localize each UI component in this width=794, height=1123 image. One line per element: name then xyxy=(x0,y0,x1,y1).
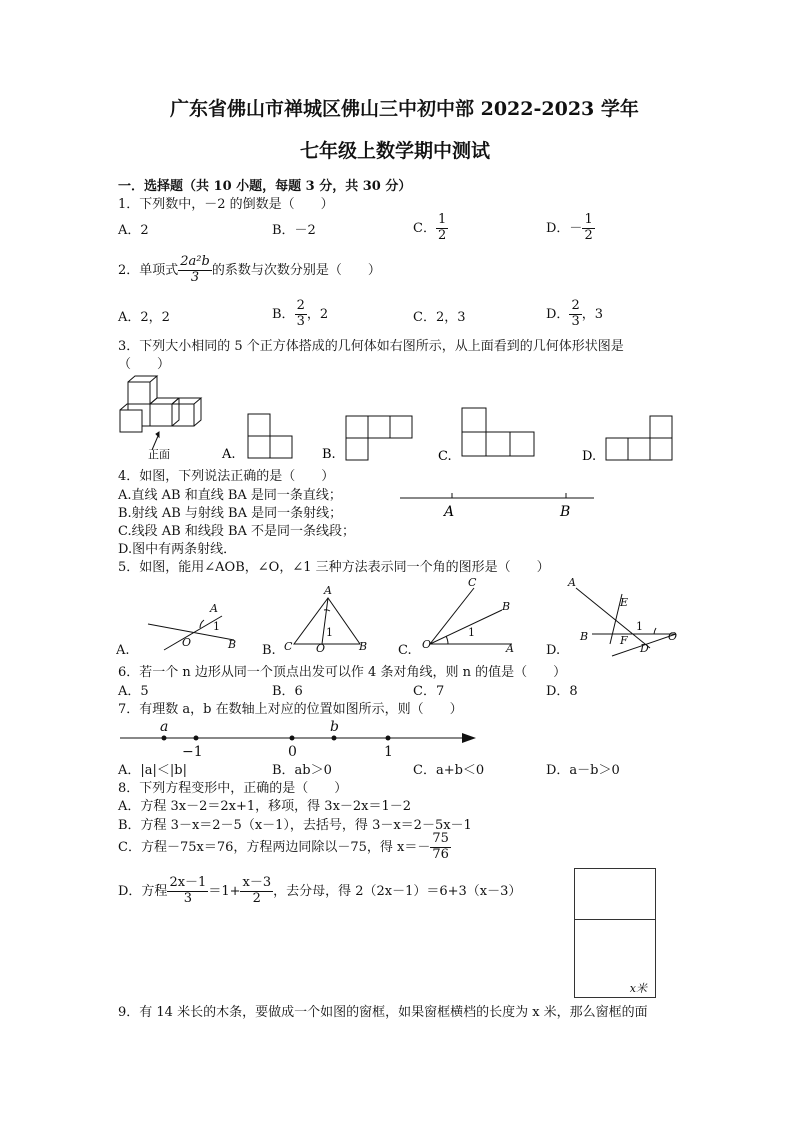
svg-text:A: A xyxy=(324,584,332,597)
q1-option-d: D．－ $\frac{1}{2}$ xyxy=(546,212,593,243)
tick-minus-1 xyxy=(194,736,199,741)
q8-option-a: A．方程 3x－2＝2x+1，移项，得 3x－2x＝1－2 xyxy=(118,799,412,814)
q3-label-b: B. xyxy=(322,447,336,462)
svg-text:A: A xyxy=(506,642,514,655)
q4-stem: 4．如图，下列说法正确的是（ ） xyxy=(118,469,335,484)
svg-text:1: 1 xyxy=(468,626,475,639)
q3-paren: （ ） xyxy=(118,357,171,372)
svg-text:A: A xyxy=(568,576,576,589)
q1-stem: 1．下列数中，－2 的倒数是（ ） xyxy=(118,197,334,212)
q6-option-d: D．8 xyxy=(546,684,578,699)
q4-option-c: C.线段 AB 和线段 BA 不是同一条线段； xyxy=(118,524,356,539)
q4-line-figure xyxy=(396,488,600,520)
q4-option-a: A.直线 AB 和直线 BA 是同一条直线； xyxy=(118,488,342,503)
tick-1 xyxy=(386,736,391,741)
q9-stem: 9．有 14 米长的木条，要做成一个如图的窗框，如果窗框横档的长度为 x 米，那么窗框的面 xyxy=(118,1005,648,1020)
q1-option-a: A．2 xyxy=(118,223,149,238)
q2-option-d: D． $\frac{2}{3}$ ，3 xyxy=(546,298,603,329)
svg-text:B: B xyxy=(228,638,237,651)
q3-stem: 3．下列大小相同的 5 个正方体搭成的几何体如右图所示，从上面看到的几何体形状图是 xyxy=(118,339,624,354)
point-b xyxy=(332,736,337,741)
q3-shape-b xyxy=(346,416,412,460)
q5-figures xyxy=(116,576,688,658)
q3-shape-c xyxy=(462,408,534,456)
q3-label-d: D. xyxy=(582,449,597,464)
window-crossbar xyxy=(575,919,655,920)
q7-option-a: A．|a|＜|b| xyxy=(118,763,187,778)
number-line-minus-1: −1 xyxy=(182,744,203,758)
q4-option-b: B.射线 AB 与射线 BA 是同一条射线； xyxy=(118,506,343,521)
svg-text:C: C xyxy=(284,640,293,653)
q5c-ray-b xyxy=(430,610,502,644)
window-frame-figure xyxy=(574,868,656,998)
q2-option-b: B． $\frac{2}{3}$ ，2 xyxy=(272,298,329,329)
svg-text:1: 1 xyxy=(636,620,643,633)
svg-text:B: B xyxy=(580,630,589,643)
number-line-0: 0 xyxy=(288,744,297,758)
q7-option-b: B．ab＞0 xyxy=(272,763,332,778)
svg-text:C: C xyxy=(468,576,477,589)
cube-solid-figure xyxy=(120,376,201,450)
q5-stem: 5．如图，能用∠AOB，∠O，∠1 三种方法表示同一个角的图形是（ ） xyxy=(118,560,550,575)
q8-option-b: B．方程 3－x＝2－5（x－1），去括号，得 3－x＝2－5x－1 xyxy=(118,818,472,833)
q6-option-b: B．6 xyxy=(272,684,303,699)
q5-label-d: D. xyxy=(546,643,561,658)
svg-text:O: O xyxy=(422,638,432,651)
title-line-2: 七年级上数学期中测试 xyxy=(300,140,491,162)
q1-option-b: B．－2 xyxy=(272,223,316,238)
svg-text:O: O xyxy=(668,630,678,643)
q5d-arc xyxy=(654,628,656,634)
svg-text:B: B xyxy=(359,640,368,653)
q8-stem: 8．下列方程变形中，正确的是（ ） xyxy=(118,781,348,796)
window-width-label: x米 xyxy=(629,982,647,995)
q5-label-a: A. xyxy=(116,643,130,658)
tick-0 xyxy=(290,736,295,741)
q3-figures xyxy=(110,372,700,464)
q2-option-a: A．2，2 xyxy=(118,310,170,325)
svg-text:O: O xyxy=(182,636,192,649)
q5-label-c: C. xyxy=(398,643,412,658)
q3-label-c: C. xyxy=(438,449,452,464)
q3-shape-a xyxy=(248,414,292,458)
title-line-1: 广东省佛山市禅城区佛山三中初中部 2022-2023 学年 xyxy=(170,98,639,120)
q4-option-d: D.图中有两条射线． xyxy=(118,542,237,557)
q7-number-line xyxy=(116,716,482,758)
q7-option-d: D．a－b＞0 xyxy=(546,763,620,778)
q3-label-a: A. xyxy=(222,447,236,462)
q6-stem: 6．若一个 n 边形从同一个顶点出发可以作 4 条对角线，则 n 的值是（ ） xyxy=(118,665,567,680)
section-heading: 一．选择题（共 10 小题，每题 3 分，共 30 分） xyxy=(118,179,412,194)
q4-point-b: B xyxy=(560,504,571,520)
q6-option-c: C．7 xyxy=(413,684,445,699)
svg-text:O: O xyxy=(316,642,326,655)
svg-text:E: E xyxy=(620,596,629,609)
front-view-label: 正面 xyxy=(148,448,170,461)
svg-text:F: F xyxy=(620,634,628,647)
svg-text:A: A xyxy=(210,602,218,615)
q6-option-a: A．5 xyxy=(118,684,149,699)
point-a xyxy=(162,736,167,741)
q2-stem: 2．单项式 $\frac{\text{2a²b}}{3}$ 的系数与次数分别是（ ） xyxy=(118,254,381,285)
svg-text:1: 1 xyxy=(326,626,333,639)
q3-shape-d xyxy=(606,416,672,460)
q8-option-d: D．方程 $\frac{2x-1}{3}$ ＝1+ $\frac{x-3}{2}$ ，去分母，得 2（2x－1）＝6+3（x－3） xyxy=(118,875,522,906)
q7-stem: 7．有理数 a，b 在数轴上对应的位置如图所示，则（ ） xyxy=(118,702,463,717)
svg-text:B: B xyxy=(502,600,511,613)
svg-text:1: 1 xyxy=(213,620,220,633)
svg-text:D: D xyxy=(640,642,649,655)
q1-option-c: C． $\frac{1}{2}$ xyxy=(413,212,447,243)
q5-label-b: B. xyxy=(262,643,276,658)
q7-option-c: C．a+b＜0 xyxy=(413,763,485,778)
number-line-label-a: a xyxy=(160,719,169,735)
q4-point-a: A xyxy=(444,504,455,520)
number-line-1: 1 xyxy=(384,744,393,758)
q2-option-c: C．2，3 xyxy=(413,310,466,325)
q5c-arc xyxy=(446,636,448,644)
q8-option-c: C．方程－75x＝76，方程两边同除以－75，得 x＝－ $\frac{75}{76}$ xyxy=(118,831,449,862)
q5b-arc xyxy=(324,610,330,611)
number-line-label-b: b xyxy=(330,719,339,735)
